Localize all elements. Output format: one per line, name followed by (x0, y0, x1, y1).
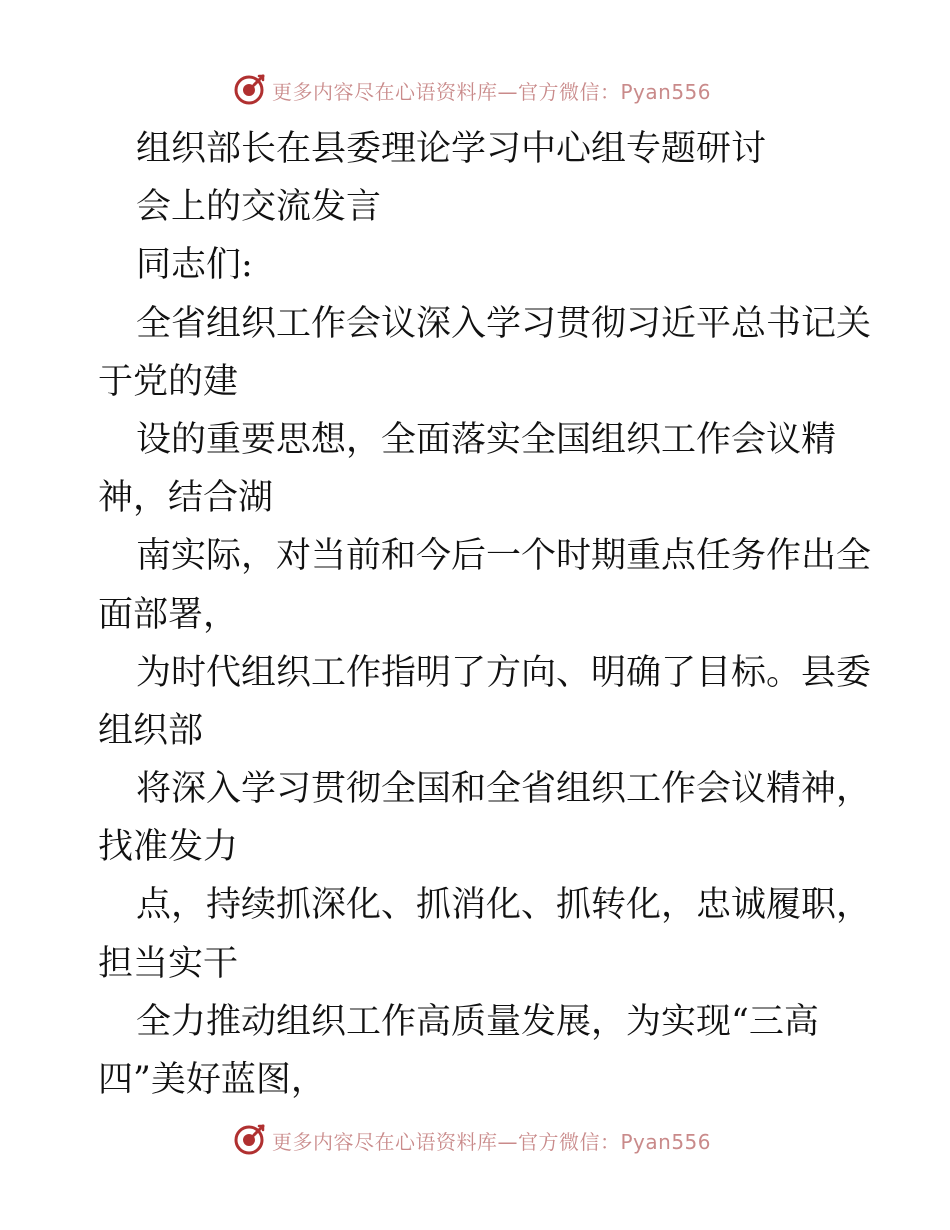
text-line: 将深入学习贯彻全国和全省组织工作会议精神， (136, 769, 872, 810)
footer-banner (232, 1120, 712, 1160)
text-line: 找准发力 (98, 827, 239, 868)
document-body (98, 120, 872, 1109)
text-line: 设的重要思想，全面落实全国组织工作会议精 (136, 419, 837, 460)
text-line: 神，结合湖 (98, 478, 274, 519)
text-line: 南实际，对当前和今后一个时期重点任务作出全 (136, 536, 872, 577)
text-line: 全省组织工作会议深入学习贯彻习近平总书记关 (136, 303, 872, 344)
title-line-2: 会上的交流发言 (136, 187, 382, 228)
footer-banner-text: 更多内容尽在心语资料库—官方微信：Pyan556 (272, 1129, 712, 1154)
brand-logo-icon (232, 1123, 266, 1157)
header-banner-text: 更多内容尽在心语资料库—官方微信：Pyan556 (272, 79, 712, 104)
brand-logo-icon (232, 73, 266, 107)
text-line: 全力推动组织工作高质量发展，为实现“三高 (136, 1001, 819, 1042)
text-line: 面部署， (98, 594, 239, 635)
text-line: 为时代组织工作指明了方向、明确了目标。县委 (136, 652, 872, 693)
title-line-1: 组织部长在县委理论学习中心组专题研讨 (136, 129, 767, 169)
text-line: 组织部 (98, 710, 204, 751)
text-line: 点，持续抓深化、抓消化、抓转化，忠诚履职， (136, 885, 872, 926)
header-banner (232, 70, 712, 110)
salutation: 同志们: (136, 245, 253, 286)
text-line: 担当实干 (98, 943, 239, 984)
text-line: 于党的建 (98, 361, 239, 402)
text-line: 四”美好蓝图， (98, 1060, 326, 1100)
